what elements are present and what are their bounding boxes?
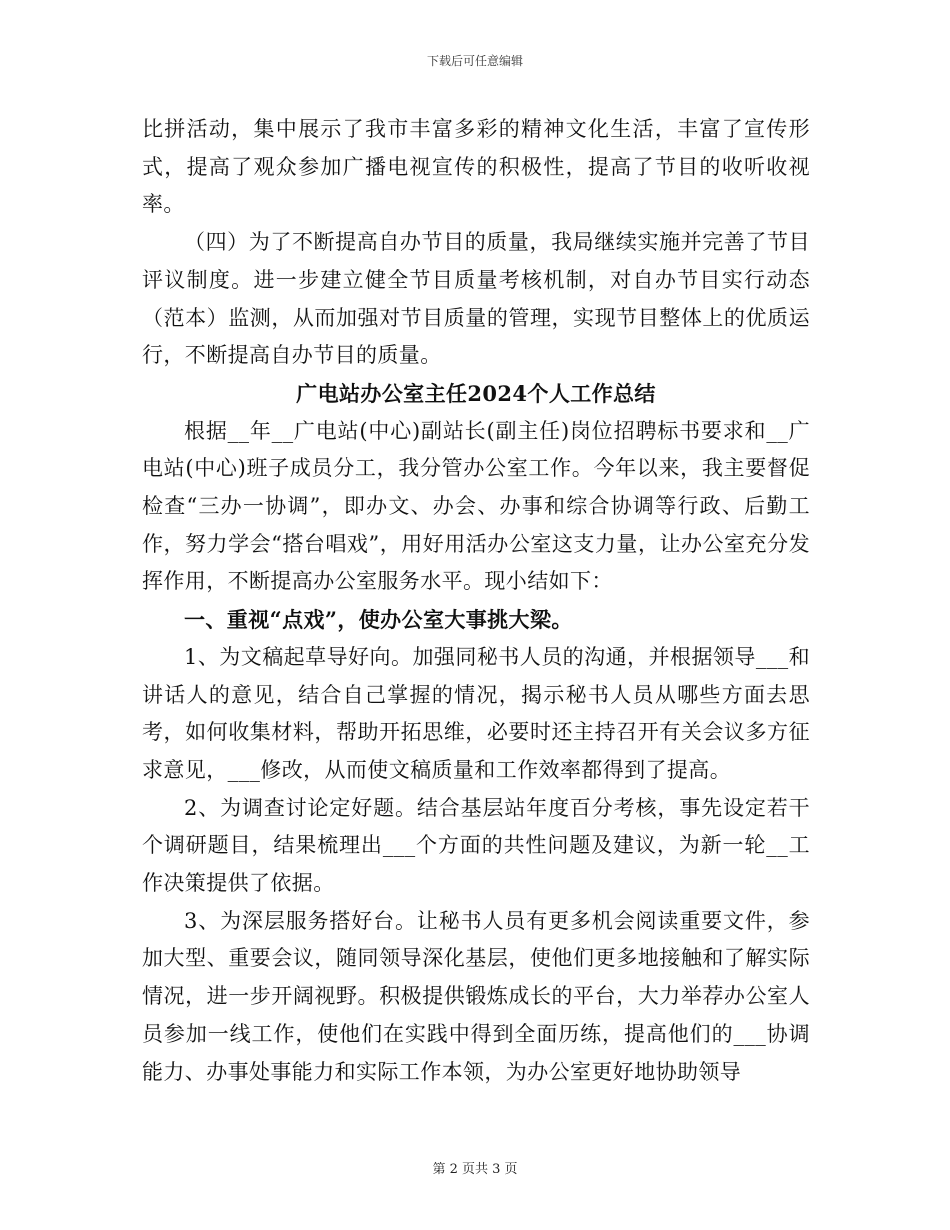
- paragraph-point-2: 2、为调查讨论定好题。结合基层站年度百分考核，事先设定若干个调研题目，结果梳理出___个方面的共性问题及建议，为新一轮__工作决策提供了依据。: [142, 795, 810, 896]
- section-heading-1: 一、重视“点戏”，使办公室大事挑大梁。: [184, 607, 573, 633]
- paragraph-point-1: 1、为文稿起草导好向。加强同秘书人员的沟通，并根据领导___和讲话人的意见，结合自己掌握的情况，揭示秘书人员从哪些方面去思考，如何收集材料，帮助开拓思维，必要时还主持召开有关会议多方征求意见，___修改，从而使文稿质量和工作效率都得到了提高。: [142, 644, 810, 782]
- paragraph-item-4: （四）为了不断提高自办节目的质量，我局继续实施并完善了节目评议制度。进一步建立健全节目质量考核机制，对自办节目实行动态（范本）监测，从而加强对节目质量的管理，实现节目整体上的优质运行，不断提高自办节目的质量。: [142, 230, 810, 368]
- document-body: [142, 111, 810, 1091]
- paragraph-point-3: 3、为深层服务搭好台。让秘书人员有更多机会阅读重要文件，参加大型、重要会议，随同领导深化基层，使他们更多地接触和了解实际情况，进一步开阔视野。积极提供锻炼成长的平台，大力举荐办公室人员参加一线工作，使他们在实践中得到全面历练，提高他们的___协调能力、办事处事能力和实际工作本领，为办公室更好地协助领导: [142, 908, 810, 1084]
- section-title: 广电站办公室主任2024个人工作总结: [296, 380, 656, 406]
- page-header: 下载后可任意编辑: [426, 54, 523, 68]
- paragraph-continuation: 比拼活动，集中展示了我市丰富多彩的精神文化生活，丰富了宣传形式，提高了观众参加广播电视宣传的积极性，提高了节目的收听收视率。: [142, 117, 810, 217]
- page-footer: 第 2 页共 3 页: [432, 1162, 518, 1177]
- paragraph-intro: 根据__年__广电站(中心)副站长(副主任)岗位招聘标书要求和__广电站(中心)班子成员分工，我分管办公室工作。今年以来，我主要督促检查“三办一协调”，即办文、办会、办事和综合协调等行政、后勤工作，努力学会“搭台唱戏”，用好用活办公室这支力量，让办公室充分发挥作用，不断提高办公室服务水平。现小结如下：: [142, 418, 810, 594]
